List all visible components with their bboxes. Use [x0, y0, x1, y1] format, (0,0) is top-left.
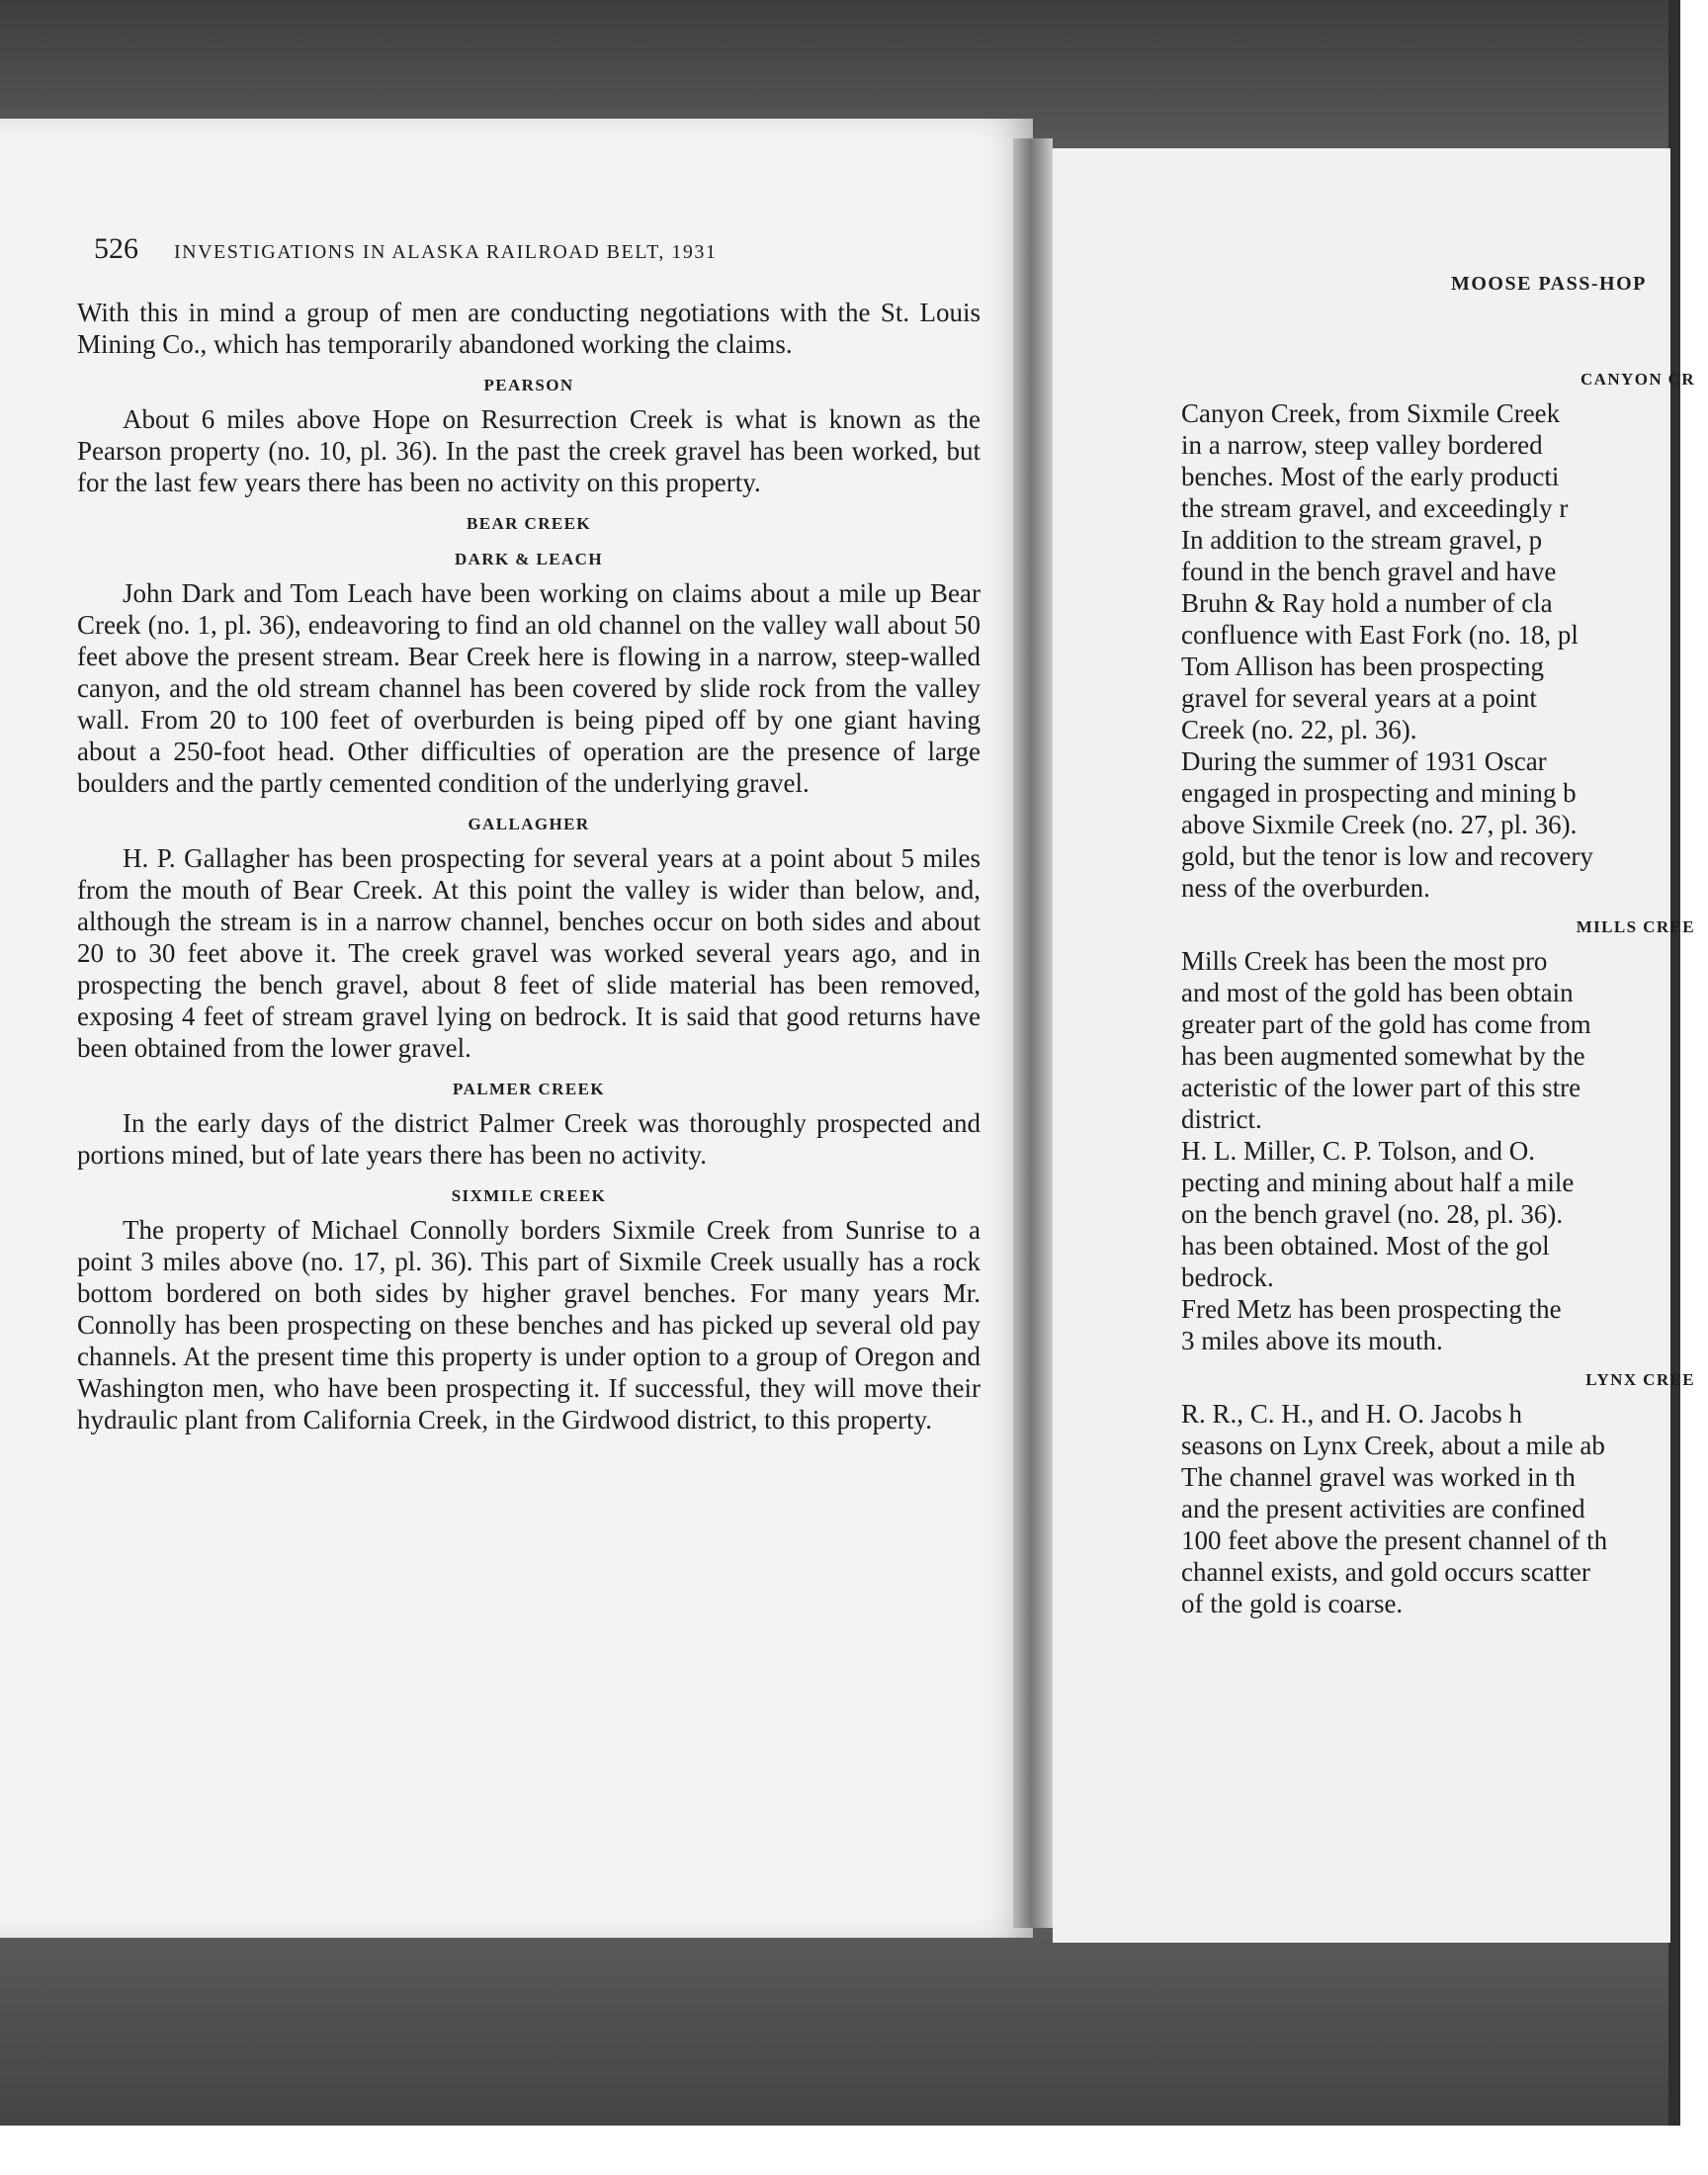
section-heading: DARK & LEACH — [455, 550, 603, 568]
section-heading: GALLAGHER — [468, 815, 590, 833]
section-heading: MILLS CREE — [1576, 917, 1695, 936]
text-line: R. R., C. H., and H. O. Jacobs h — [1181, 1399, 1522, 1429]
text-line: channel exists, and gold occurs scatter — [1181, 1557, 1590, 1587]
text-line: seasons on Lynx Creek, about a mile ab — [1181, 1431, 1605, 1460]
section-heading: CANYON CR — [1580, 370, 1695, 389]
paragraph: John Dark and Tom Leach have been working on claims about a mile up Bear Creek (no. 1, pl. 36), endeavoring to find an old channel on the valley wall about 50 feet above the present stream. Bear Creek here is flowing in a narrow, steep-walled canyon, and the old stream channel has been covered by slide rock from the valley wall. From 20 to 100 feet of overburden is being piped off by one giant having about a 250-foot head. Other difficulties of operation are the presence of large boulders and the partly cemented condition of the underlying gravel. — [77, 578, 981, 798]
text-line: ness of the overburden. — [1181, 873, 1430, 903]
paragraph: H. P. Gallagher has been prospecting for several years at a point about 5 miles from the mouth of Bear Creek. At this point the valley is wider than below, and, although the stream is in a narrow channel, benches occur on both sides and about 20 to 30 feet above it. The creek gravel was worked several years ago, and in prospecting the bench gravel, about 8 feet of slide material has been removed, exposing 4 feet of stream gravel lying on bedrock. It is said that good returns have been obtained from the lower gravel. — [77, 843, 981, 1063]
section-heading: PEARSON — [483, 376, 574, 394]
text-line: the stream gravel, and exceedingly r — [1181, 493, 1569, 523]
text-line: has been augmented somewhat by the — [1181, 1041, 1585, 1071]
right-text-column — [1181, 356, 1695, 1619]
text-line: pecting and mining about half a mile — [1181, 1168, 1575, 1197]
text-line: in a narrow, steep valley bordered — [1181, 430, 1543, 460]
section-heading: PALMER CREEK — [453, 1080, 605, 1098]
text-line: Tom Allison has been prospecting — [1181, 652, 1545, 681]
paragraph: In the early days of the district Palmer Creek was thoroughly prospected and portions mined, but of late years there has been no activity. — [77, 1108, 981, 1170]
left-running-header — [94, 232, 983, 266]
paragraph: About 6 miles above Hope on Resurrection Creek is what is known as the Pearson property (no. 10, pl. 36). In the past the creek gravel has been worked, but for the last few years there has been no activity on this property. — [77, 404, 981, 497]
text-line: gold, but the tenor is low and recovery — [1181, 841, 1593, 871]
text-line: found in the bench gravel and have — [1181, 557, 1557, 586]
left-text-column — [77, 297, 981, 1436]
text-line: gravel for several years at a point — [1181, 683, 1537, 713]
text-line: Bruhn & Ray hold a number of cla — [1181, 588, 1553, 618]
text-line: has been obtained. Most of the gol — [1181, 1231, 1550, 1261]
text-line: greater part of the gold has come from — [1181, 1009, 1591, 1039]
text-line: 3 miles above its mouth. — [1181, 1326, 1443, 1355]
book-gutter — [1013, 138, 1053, 1928]
section-heading: SIXMILE CREEK — [451, 1186, 607, 1205]
page-number: 526 — [94, 232, 138, 265]
running-head-title: INVESTIGATIONS IN ALASKA RAILROAD BELT, 1931 — [174, 241, 718, 263]
section-heading: LYNX CREE — [1585, 1370, 1695, 1389]
text-line: Canyon Creek, from Sixmile Creek — [1181, 398, 1561, 428]
text-line: above Sixmile Creek (no. 27, pl. 36). — [1181, 810, 1578, 839]
text-line: 100 feet above the present channel of th — [1181, 1525, 1608, 1555]
text-line: engaged in prospecting and mining b — [1181, 778, 1577, 808]
text-line: bedrock. — [1181, 1262, 1274, 1292]
scan-background-bottom — [0, 1928, 1680, 2126]
text-line: H. L. Miller, C. P. Tolson, and O. — [1181, 1136, 1536, 1166]
text-line: Mills Creek has been the most pro — [1181, 946, 1548, 976]
text-line: confluence with East Fork (no. 18, pl — [1181, 620, 1579, 650]
right-running-header: MOOSE PASS-HOP — [1451, 273, 1647, 295]
text-line: and most of the gold has been obtain — [1181, 978, 1574, 1007]
section-heading: BEAR CREEK — [467, 514, 591, 533]
text-line: Creek (no. 22, pl. 36). — [1181, 715, 1417, 744]
text-line: The channel gravel was worked in th — [1181, 1462, 1576, 1492]
text-line: district. — [1181, 1104, 1262, 1134]
text-line: of the gold is coarse. — [1181, 1589, 1404, 1618]
text-line: Fred Metz has been prospecting the — [1181, 1294, 1562, 1324]
paragraph: The property of Michael Connolly borders Sixmile Creek from Sunrise to a point 3 miles above (no. 17, pl. 36). This part of Sixmile Creek usually has a rock bottom bordered on both sides by higher gravel benches. For many years Mr. Connolly has been prospecting on these benches and has picked up several old pay channels. At the present time this property is under option to a group of Oregon and Washington men, who have been prospecting it. If successful, they will move their hydraulic plant from California Creek, in the Girdwood district, to this property. — [77, 1215, 981, 1435]
text-line: benches. Most of the early producti — [1181, 462, 1560, 491]
paragraph: With this in mind a group of men are conducting negotiations with the St. Louis Mining Co., which has temporarily abandoned working the claims. — [77, 298, 981, 359]
text-line: acteristic of the lower part of this stre — [1181, 1073, 1581, 1102]
text-line: In addition to the stream gravel, p — [1181, 525, 1543, 555]
text-line: During the summer of 1931 Oscar — [1181, 746, 1547, 776]
text-line: and the present activities are confined — [1181, 1494, 1585, 1523]
text-line: on the bench gravel (no. 28, pl. 36). — [1181, 1199, 1564, 1229]
